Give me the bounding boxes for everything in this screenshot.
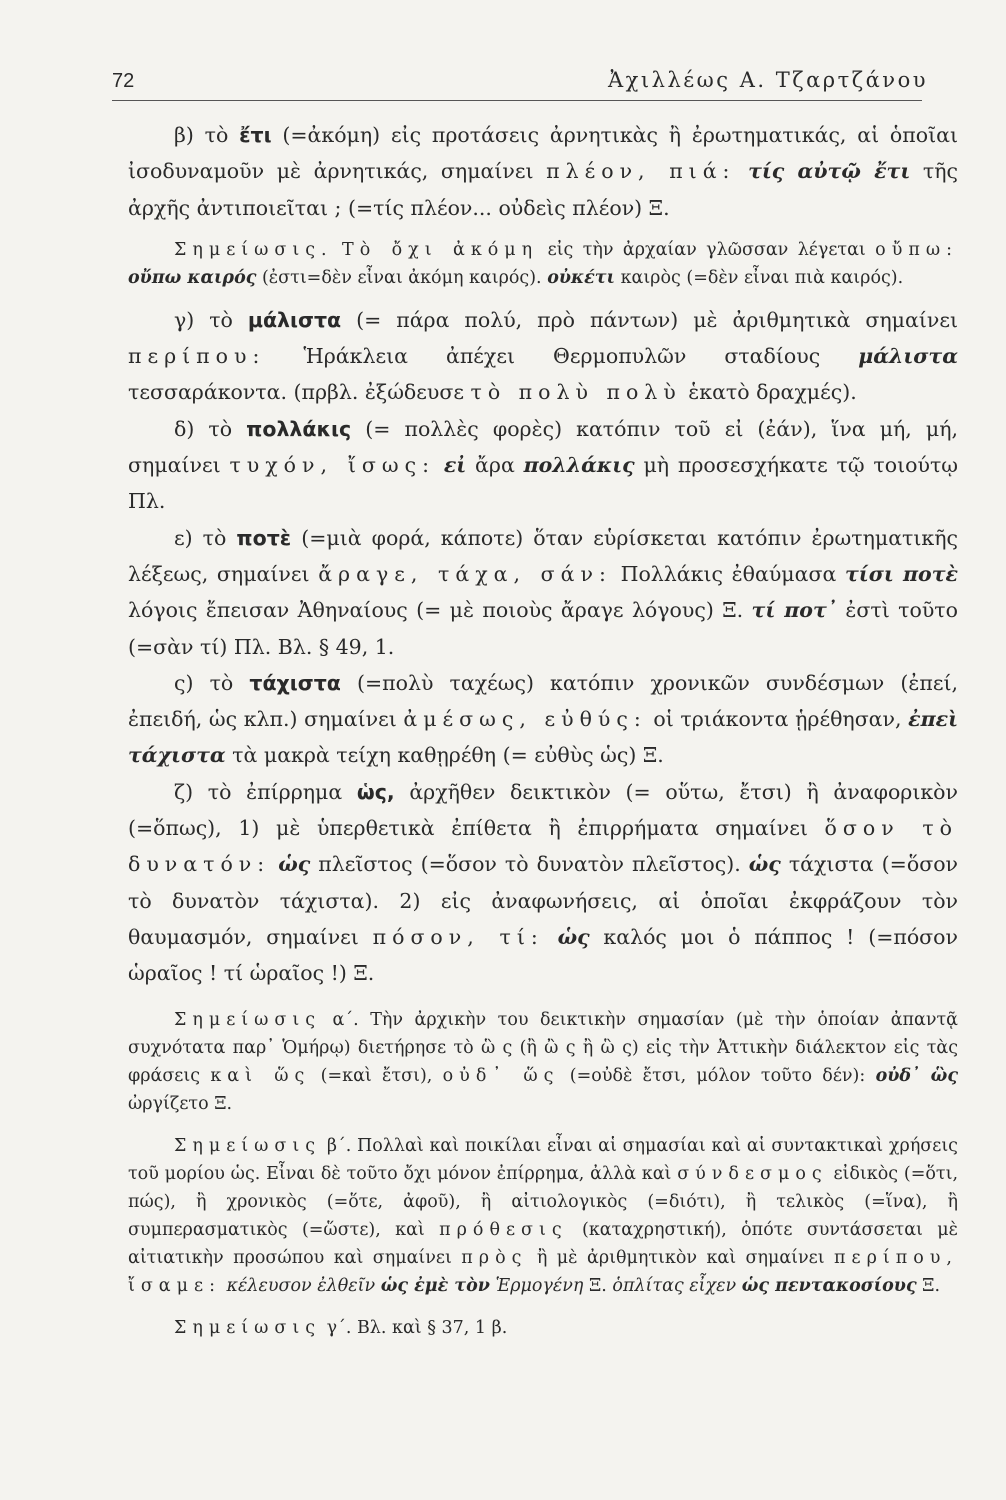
paragraph: β) τὸ ἔτι (=ἀκόμη) εἰς προτάσεις ἀρνητικὰς ἢ ἐρωτηματικάς, αἱ ὁποῖαι ἰσοδυναμοῦν μὲ ἀρνητικάς, σημαίνει πλέον, πιά: τίς αὐτῷ ἔτι τῆς ἀρχῆς ἀντιποιεῖται ; (=τίς πλέον... οὐδεὶς πλέον) Ξ. — [128, 123, 958, 220]
paragraph: ε) τὸ ποτὲ (=μιὰ φορά, κάποτε) ὅταν εὑρίσκεται κατόπιν ἐρωτηματικῆς λέξεως, σημαίνει ἄραγε, τάχα, σάν: Πολλάκις ἐθαύμασα τίσι ποτὲ λόγοις ἔπεισαν Ἀθηναίους (= μὲ ποιοὺς ἄραγε λόγους) Ξ. τί ποτ᾽ ἐστὶ τοῦτο (=σὰν τί) Πλ. Βλ. § 49, 1. — [128, 525, 958, 659]
paragraph: ς) τὸ τάχιστα (=πολὺ ταχέως) κατόπιν χρονικῶν συνδέσμων (ἐπεί, ἐπειδή, ὡς κλπ.) σημαίνει ἀμέσως, εὐθύς: οἱ τριάκοντα ᾑρέθησαν, ἐπεὶ τάχιστα τὰ μακρὰ τείχη καθῃρέθη (= εὐθὺς ὡς) Ξ. — [128, 670, 959, 768]
note-paragraph: Σημείωσις α΄. Τὴν ἀρχικὴν του δεικτικὴν σημασίαν (μὲ τὴν ὁποίαν ἀπαντᾷ συχνότατα παρ᾽ Ὁμήρῳ) διετήρησε τὸ ὣ ς (ἢ ὢ ς ἢ ὣ ς) εἰς τὴν Ἀττικὴν διάλεκτον εἰς τὰς φράσεις καὶ ὥς (=καὶ ἔτσι), οὐδ᾽ ὥς (=οὐδὲ ἔτσι, μόλον τοῦτο δέν): οὐδ᾽ ὣς ὠργίζετο Ξ. — [128, 1009, 958, 1114]
note-paragraph: Σημείωσις γ΄. Βλ. καὶ § 37, 1 β. — [174, 1317, 508, 1338]
paragraph: γ) τὸ μάλιστα (= πάρα πολύ, πρὸ πάντων) μὲ ἀριθμητικὰ σημαίνει περίπου: Ἡράκλεια ἀπέχει Θερμοπυλῶν σταδίους μάλιστα τεσσαράκοντα. (πρβλ. ἐξώδευσε τὸ πολὺ πολὺ ἑκατὸ δραχμές). — [128, 307, 958, 405]
running-title: Ἀχιλλέως Α. Τζαρτζάνου — [608, 68, 928, 92]
body-text — [128, 117, 958, 1342]
note-paragraph: Σημείωσις β΄. Πολλαὶ καὶ ποικίλαι εἶναι αἱ σημασίαι καὶ αἱ συντακτικαὶ χρήσεις τοῦ μορίου ὡς. Εἶναι δὲ τοῦτο ὄχι μόνον ἐπίρρημα, ἀλλὰ καὶ σύνδεσμος εἰδικὸς (=ὅτι, πώς), ἢ χρονικὸς (=ὅτε, ἀφοῦ), ἢ αἰτιολογικὸς (=διότι), ἢ τελικὸς (=ἵνα), ἢ συμπερασματικὸς (=ὥστε), καὶ πρόθεσις (καταχρηστική), ὁπότε συντάσσεται μὲ αἰτιατικὴν προσώπου καὶ σημαίνει πρὸς ἢ μὲ ἀριθμητικὸν καὶ σημαίνει περίπου, ἴσαμε: κέλευσον ἐλθεῖν ὡς ἐμὲ τὸν Ἑρμογένη Ξ. ὁπλίτας εἶχεν ὡς πεντακοσίους Ξ. — [128, 1135, 959, 1296]
page-number: 72 — [112, 70, 135, 92]
note-paragraph: Σημείωσις. Τὸ ὄχι ἀκόμη εἰς τὴν ἀρχαίαν γλῶσσαν λέγεται οὔπω: οὔπω καιρός (ἐστι=δὲν εἶναι ἀκόμη καιρός). οὐκέτι καιρὸς (=δὲν εἶναι πιὰ καιρός). — [128, 239, 958, 288]
running-header — [112, 68, 928, 101]
paragraph: ζ) τὸ ἐπίρρημα ὡς, ἀρχῆθεν δεικτικὸν (= οὕτω, ἔτσι) ἢ ἀναφορικὸν (=ὅπως), 1) μὲ ὑπερθετικὰ ἐπίθετα ἢ ἐπιρρήματα σημαίνει ὅσον τὸ δυνατόν: ὡς πλεῖστος (=ὅσον τὸ δυνατὸν πλεῖστος). ὡς τάχιστα (=ὅσον τὸ δυνατὸν τάχιστα). 2) εἰς ἀναφωνήσεις, αἱ ὁποῖαι ἐκφράζουν τὸν θαυμασμόν, σημαίνει πόσον, τί: ὡς καλός μοι ὁ πάππος ! (=πόσον ὡραῖος ! τί ὡραῖος !) Ξ. — [128, 779, 959, 986]
paragraph: δ) τὸ πολλάκις (= πολλὲς φορὲς) κατόπιν τοῦ εἰ (ἐάν), ἵνα μή, μή, σημαίνει τυχόν, ἴσως: εἰ ἄρα πολλάκις μὴ προσεσχήκατε τῷ τοιούτῳ Πλ. — [128, 416, 959, 514]
